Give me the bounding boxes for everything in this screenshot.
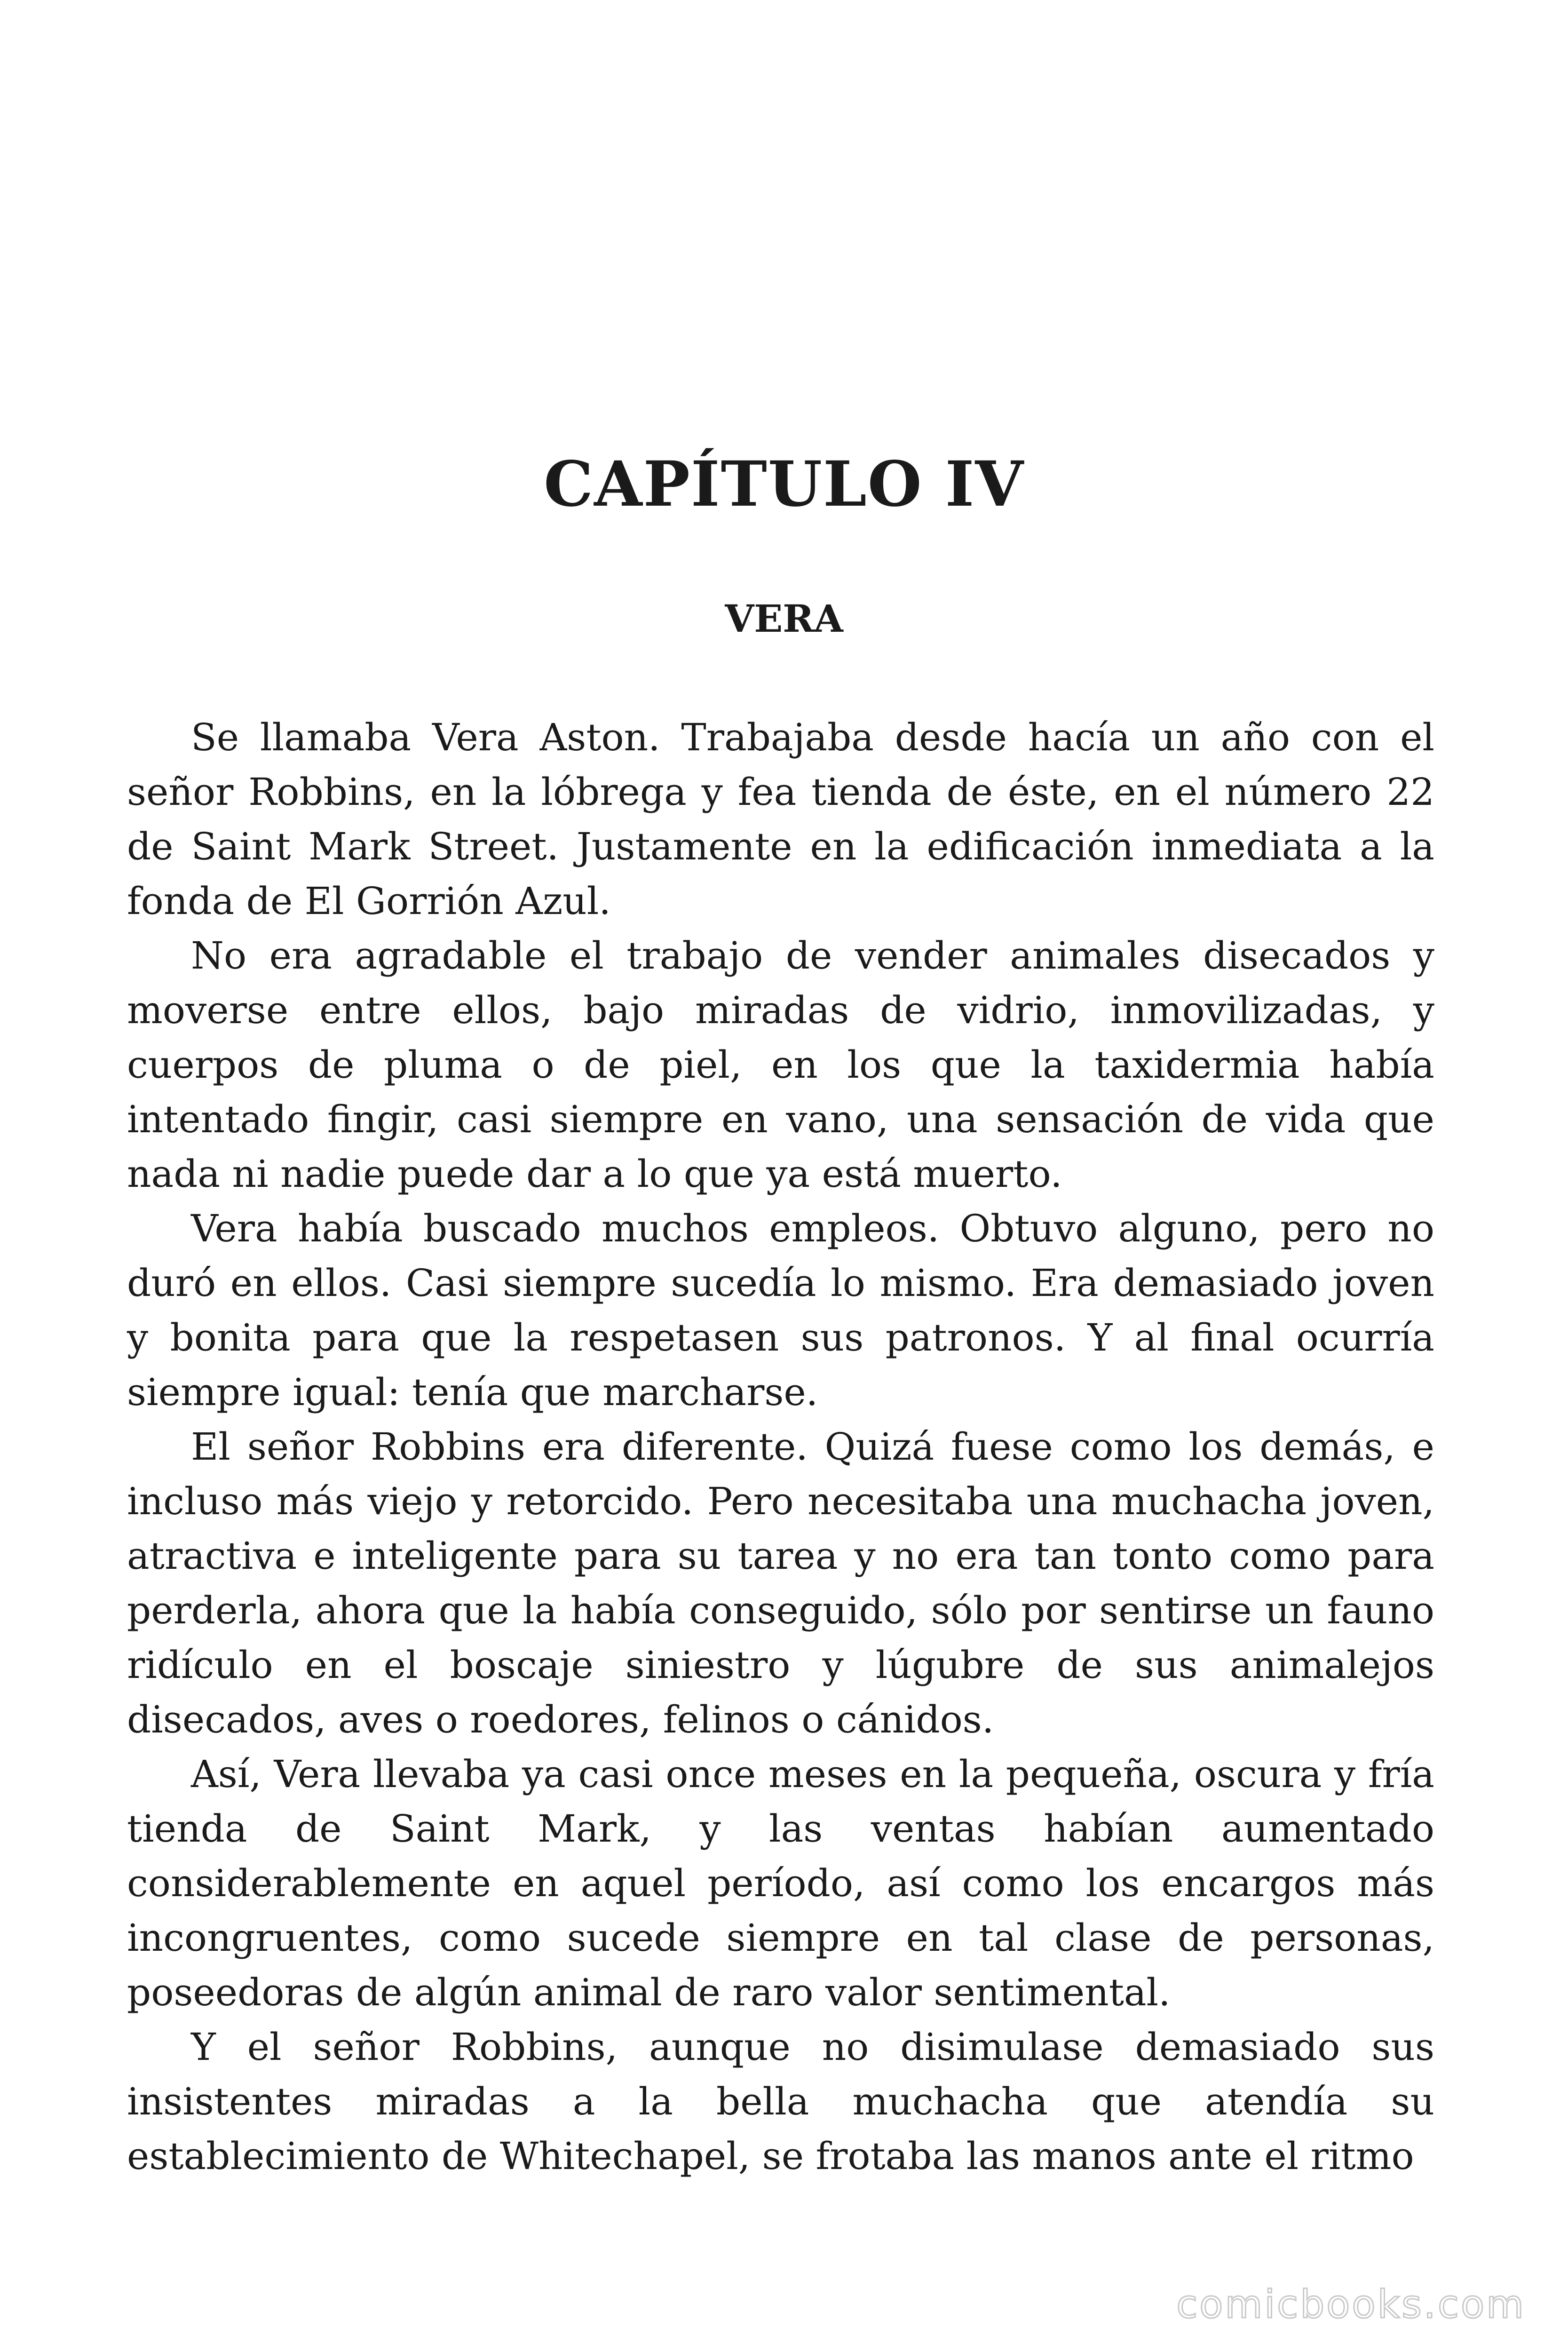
paragraph: Vera había buscado muchos empleos. Obtuvo alguno, pero no duró en ellos. Casi siempre sucedía lo mismo. Era demasiado joven y bonita para que la respetasen sus patronos. Y al final ocurría siempre igual: tenía que marcharse. <box>127 1207 1434 1414</box>
paragraph: El señor Robbins era diferente. Quizá fuese como los demás, e incluso más viejo y retorcido. Pero necesitaba una muchacha joven, atractiva e inteligente para su tarea y no era tan tonto como para perderla, ahora que la había conseguido, sólo por sentirse un fauno ridículo en el boscaje siniestro y lúgubre de sus animalejos disecados, aves o roedores, felinos o cánidos. <box>127 1425 1434 1741</box>
paragraph: Y el señor Robbins, aunque no disimulase demasiado sus insistentes miradas a la bella muchacha que atendía su establecimiento de Whitechapel, se frotaba las manos ante el ritmo <box>127 2025 1434 2178</box>
section-title: VERA <box>725 596 843 641</box>
chapter-title: CAPÍTULO IV <box>544 448 1024 521</box>
paragraph: No era agradable el trabajo de vender animales disecados y moverse entre ellos, bajo miradas de vidrio, inmovilizadas, y cuerpos de pluma o de piel, en los que la taxidermia había intentado fingir, casi siempre en vano, una sensación de vida que nada ni nadie puede dar a lo que ya está muerto. <box>127 934 1434 1196</box>
paragraph: Se llamaba Vera Aston. Trabajaba desde hacía un año con el señor Robbins, en la lóbrega y fea tienda de éste, en el número 22 de Saint Mark Street. Justamente en la edificación inmediata a la fonda de El Gorrión Azul. <box>127 715 1434 923</box>
body-text <box>127 710 1434 2184</box>
paragraph: Así, Vera llevaba ya casi once meses en la pequeña, oscura y fría tienda de Saint Mark, y las ventas habían aumentado considerablemente en aquel período, así como los encargos más incongruentes, como sucede siempre en tal clase de personas, poseedoras de algún animal de raro valor sentimental. <box>127 1752 1434 2014</box>
watermark: comicbooks.com <box>1176 2282 1526 2327</box>
